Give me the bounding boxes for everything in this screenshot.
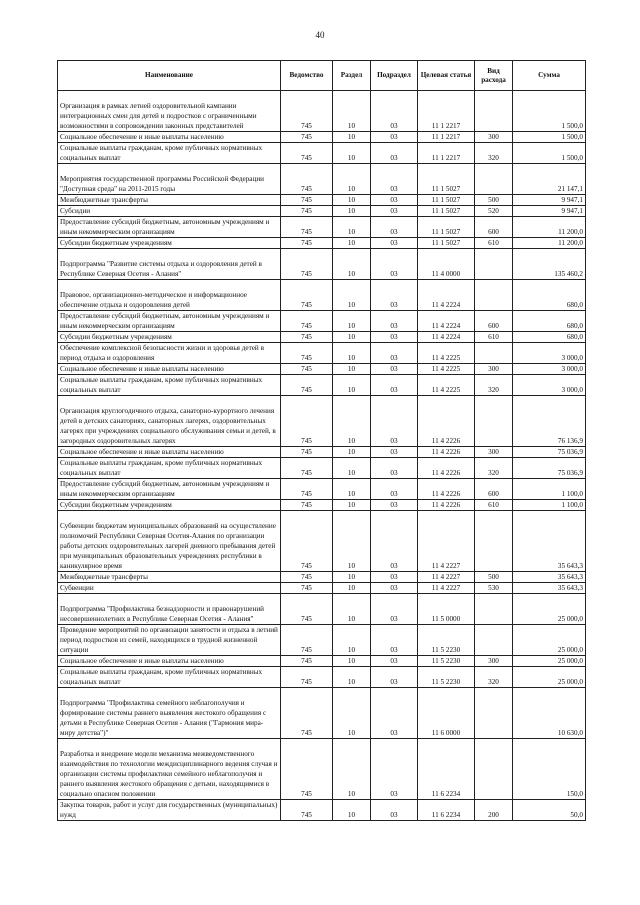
table-row bbox=[58, 280, 586, 311]
row-expense-type-cell bbox=[475, 625, 513, 656]
table-row bbox=[58, 217, 586, 238]
row-name-cell: Социальное обеспечение и иные выплаты населению bbox=[58, 132, 281, 143]
row-expense-type-cell bbox=[475, 164, 513, 195]
table-row bbox=[58, 364, 586, 375]
row-amount-cell: 25 000,0 bbox=[513, 656, 586, 667]
table-row bbox=[58, 739, 586, 800]
row-amount-cell: 25 000,0 bbox=[513, 667, 586, 688]
row-name-cell: Социальные выплаты гражданам, кроме публичных нормативных социальных выплат bbox=[58, 667, 281, 688]
table-row bbox=[58, 572, 586, 583]
row-expense-type-cell: 610 bbox=[475, 238, 513, 249]
row-subsection-cell: 03 bbox=[371, 688, 418, 739]
row-section-cell: 10 bbox=[333, 583, 371, 594]
row-name-cell: Предоставление субсидий бюджетным, автономным учреждениям и иным некоммерческим организациям bbox=[58, 311, 281, 332]
row-subsection-cell: 03 bbox=[371, 511, 418, 572]
row-target-article-cell: 11 4 2227 bbox=[418, 583, 475, 594]
table-row bbox=[58, 206, 586, 217]
table-row bbox=[58, 396, 586, 447]
row-name-cell: Субвенции bbox=[58, 583, 281, 594]
row-section-cell: 10 bbox=[333, 343, 371, 364]
row-target-article-cell: 11 6 2234 bbox=[418, 739, 475, 800]
row-department-cell: 745 bbox=[281, 238, 333, 249]
row-expense-type-cell bbox=[475, 688, 513, 739]
header-section: Раздел bbox=[333, 61, 371, 91]
row-section-cell: 10 bbox=[333, 688, 371, 739]
row-department-cell: 745 bbox=[281, 458, 333, 479]
row-amount-cell: 1 500,0 bbox=[513, 91, 586, 132]
header-row bbox=[58, 61, 586, 91]
row-name-cell: Обеспечение комплексной безопасности жизни и здоровья детей в период отдыха и оздоровления bbox=[58, 343, 281, 364]
row-department-cell: 745 bbox=[281, 447, 333, 458]
row-subsection-cell: 03 bbox=[371, 667, 418, 688]
row-subsection-cell: 03 bbox=[371, 332, 418, 343]
table-row bbox=[58, 656, 586, 667]
row-subsection-cell: 03 bbox=[371, 572, 418, 583]
row-section-cell: 10 bbox=[333, 364, 371, 375]
row-name-cell: Организация в рамках летней оздоровительной кампании интеграционных смен для детей и подростков с ограниченными возможностями в сопровождении законных представителей bbox=[58, 91, 281, 132]
page-number: 40 bbox=[315, 30, 325, 40]
row-amount-cell: 9 947,1 bbox=[513, 206, 586, 217]
table-header bbox=[58, 61, 586, 91]
row-department-cell: 745 bbox=[281, 667, 333, 688]
row-expense-type-cell: 600 bbox=[475, 217, 513, 238]
row-amount-cell: 35 643,3 bbox=[513, 583, 586, 594]
row-section-cell: 10 bbox=[333, 572, 371, 583]
row-amount-cell: 1 100,0 bbox=[513, 500, 586, 511]
row-subsection-cell: 03 bbox=[371, 195, 418, 206]
row-subsection-cell: 03 bbox=[371, 164, 418, 195]
row-amount-cell: 135 460,2 bbox=[513, 249, 586, 280]
row-amount-cell: 150,0 bbox=[513, 739, 586, 800]
row-target-article-cell: 11 6 2234 bbox=[418, 800, 475, 821]
row-expense-type-cell bbox=[475, 739, 513, 800]
row-name-cell: Субсидии бюджетным учреждениям bbox=[58, 500, 281, 511]
row-expense-type-cell bbox=[475, 396, 513, 447]
row-name-cell: Межбюджетные трансферты bbox=[58, 572, 281, 583]
row-target-article-cell: 11 1 2217 bbox=[418, 143, 475, 164]
header-department: Ведомство bbox=[281, 61, 333, 91]
row-name-cell: Субсидии бюджетным учреждениям bbox=[58, 332, 281, 343]
row-name-cell: Субвенции бюджетам муниципальных образований на осуществление полномочий Республики Северная Осетия-Алания по организации работы детских оздоровительных лагерей дневного пребывания детей при муниципальных образовательных учреждениях республики в каникулярное время bbox=[58, 511, 281, 572]
row-name-cell: Подпрограмма "Профилактика безнадзорности и правонарушений несовершеннолетних в Республике Северная Осетия - Алания" bbox=[58, 594, 281, 625]
row-section-cell: 10 bbox=[333, 625, 371, 656]
row-expense-type-cell bbox=[475, 511, 513, 572]
row-amount-cell: 10 630,0 bbox=[513, 688, 586, 739]
table-row bbox=[58, 447, 586, 458]
row-amount-cell: 25 000,0 bbox=[513, 594, 586, 625]
header-amount: Сумма bbox=[513, 61, 586, 91]
row-department-cell: 745 bbox=[281, 311, 333, 332]
table-row bbox=[58, 132, 586, 143]
row-section-cell: 10 bbox=[333, 132, 371, 143]
row-expense-type-cell bbox=[475, 343, 513, 364]
table-row bbox=[58, 164, 586, 195]
row-department-cell: 745 bbox=[281, 583, 333, 594]
row-subsection-cell: 03 bbox=[371, 217, 418, 238]
row-amount-cell: 75 036,9 bbox=[513, 447, 586, 458]
row-subsection-cell: 03 bbox=[371, 206, 418, 217]
row-section-cell: 10 bbox=[333, 206, 371, 217]
row-target-article-cell: 11 4 2226 bbox=[418, 500, 475, 511]
row-subsection-cell: 03 bbox=[371, 343, 418, 364]
row-expense-type-cell: 300 bbox=[475, 656, 513, 667]
row-target-article-cell: 11 5 2230 bbox=[418, 656, 475, 667]
header-expense-type: Вид расхода bbox=[475, 61, 513, 91]
row-name-cell: Закупка товаров, работ и услуг для государственных (муниципальных) нужд bbox=[58, 800, 281, 821]
row-section-cell: 10 bbox=[333, 511, 371, 572]
header-name: Наименование bbox=[58, 61, 281, 91]
row-subsection-cell: 03 bbox=[371, 656, 418, 667]
row-section-cell: 10 bbox=[333, 458, 371, 479]
row-amount-cell: 76 136,9 bbox=[513, 396, 586, 447]
row-section-cell: 10 bbox=[333, 500, 371, 511]
row-section-cell: 10 bbox=[333, 656, 371, 667]
table-row bbox=[58, 238, 586, 249]
row-expense-type-cell: 600 bbox=[475, 479, 513, 500]
row-expense-type-cell: 520 bbox=[475, 206, 513, 217]
row-department-cell: 745 bbox=[281, 739, 333, 800]
row-name-cell: Субсидии бюджетным учреждениям bbox=[58, 238, 281, 249]
row-expense-type-cell: 300 bbox=[475, 364, 513, 375]
row-department-cell: 745 bbox=[281, 332, 333, 343]
row-section-cell: 10 bbox=[333, 143, 371, 164]
row-name-cell: Социальное обеспечение и иные выплаты населению bbox=[58, 447, 281, 458]
table-row bbox=[58, 249, 586, 280]
row-department-cell: 745 bbox=[281, 500, 333, 511]
row-department-cell: 745 bbox=[281, 511, 333, 572]
row-target-article-cell: 11 4 2225 bbox=[418, 364, 475, 375]
row-subsection-cell: 03 bbox=[371, 458, 418, 479]
row-name-cell: Социальные выплаты гражданам, кроме публичных нормативных социальных выплат bbox=[58, 143, 281, 164]
row-expense-type-cell bbox=[475, 91, 513, 132]
table-row bbox=[58, 511, 586, 572]
row-subsection-cell: 03 bbox=[371, 280, 418, 311]
row-target-article-cell: 11 5 0000 bbox=[418, 594, 475, 625]
row-expense-type-cell: 600 bbox=[475, 311, 513, 332]
table-row bbox=[58, 458, 586, 479]
row-subsection-cell: 03 bbox=[371, 249, 418, 280]
row-subsection-cell: 03 bbox=[371, 238, 418, 249]
row-section-cell: 10 bbox=[333, 311, 371, 332]
row-department-cell: 745 bbox=[281, 143, 333, 164]
row-expense-type-cell: 300 bbox=[475, 447, 513, 458]
row-amount-cell: 35 643,3 bbox=[513, 511, 586, 572]
row-amount-cell: 3 000,0 bbox=[513, 375, 586, 396]
row-name-cell: Проведение мероприятий по организации занятости и отдыха в летний период подростков из семей, находящихся в трудной жизненной ситуации bbox=[58, 625, 281, 656]
row-department-cell: 745 bbox=[281, 800, 333, 821]
row-name-cell: Субсидии bbox=[58, 206, 281, 217]
row-section-cell: 10 bbox=[333, 249, 371, 280]
row-department-cell: 745 bbox=[281, 249, 333, 280]
row-department-cell: 745 bbox=[281, 206, 333, 217]
row-amount-cell: 1 500,0 bbox=[513, 143, 586, 164]
row-target-article-cell: 11 4 2224 bbox=[418, 332, 475, 343]
budget-table bbox=[57, 60, 586, 821]
row-target-article-cell: 11 4 2227 bbox=[418, 572, 475, 583]
row-amount-cell: 1 100,0 bbox=[513, 479, 586, 500]
table-row bbox=[58, 91, 586, 132]
row-subsection-cell: 03 bbox=[371, 143, 418, 164]
row-expense-type-cell: 530 bbox=[475, 583, 513, 594]
row-target-article-cell: 11 4 2227 bbox=[418, 511, 475, 572]
row-name-cell: Социальные выплаты гражданам, кроме публичных нормативных социальных выплат bbox=[58, 375, 281, 396]
row-section-cell: 10 bbox=[333, 800, 371, 821]
row-department-cell: 745 bbox=[281, 195, 333, 206]
row-subsection-cell: 03 bbox=[371, 447, 418, 458]
row-target-article-cell: 11 5 2230 bbox=[418, 667, 475, 688]
row-expense-type-cell: 320 bbox=[475, 375, 513, 396]
row-target-article-cell: 11 4 2226 bbox=[418, 458, 475, 479]
row-section-cell: 10 bbox=[333, 479, 371, 500]
row-subsection-cell: 03 bbox=[371, 800, 418, 821]
row-section-cell: 10 bbox=[333, 217, 371, 238]
row-subsection-cell: 03 bbox=[371, 364, 418, 375]
row-section-cell: 10 bbox=[333, 594, 371, 625]
row-target-article-cell: 11 5 2230 bbox=[418, 625, 475, 656]
row-name-cell: Подпрограмма "Развитие системы отдыха и оздоровления детей в Республике Северная Осетия - Алания" bbox=[58, 249, 281, 280]
row-expense-type-cell: 610 bbox=[475, 332, 513, 343]
table-row bbox=[58, 143, 586, 164]
row-target-article-cell: 11 4 2224 bbox=[418, 280, 475, 311]
row-section-cell: 10 bbox=[333, 667, 371, 688]
row-amount-cell: 3 000,0 bbox=[513, 364, 586, 375]
row-amount-cell: 11 200,0 bbox=[513, 217, 586, 238]
row-subsection-cell: 03 bbox=[371, 500, 418, 511]
row-department-cell: 745 bbox=[281, 364, 333, 375]
row-expense-type-cell: 320 bbox=[475, 458, 513, 479]
row-name-cell: Предоставление субсидий бюджетным, автономным учреждениям и иным некоммерческим организациям bbox=[58, 479, 281, 500]
row-target-article-cell: 11 1 5027 bbox=[418, 195, 475, 206]
row-amount-cell: 25 000,0 bbox=[513, 625, 586, 656]
row-target-article-cell: 11 4 0000 bbox=[418, 249, 475, 280]
row-amount-cell: 9 947,1 bbox=[513, 195, 586, 206]
row-department-cell: 745 bbox=[281, 594, 333, 625]
table-row bbox=[58, 667, 586, 688]
row-expense-type-cell: 500 bbox=[475, 195, 513, 206]
row-subsection-cell: 03 bbox=[371, 311, 418, 332]
row-target-article-cell: 11 1 5027 bbox=[418, 206, 475, 217]
table-row bbox=[58, 688, 586, 739]
row-target-article-cell: 11 6 0000 bbox=[418, 688, 475, 739]
row-section-cell: 10 bbox=[333, 375, 371, 396]
row-subsection-cell: 03 bbox=[371, 739, 418, 800]
table-body bbox=[58, 91, 586, 821]
header-subsection: Подраздел bbox=[371, 61, 418, 91]
row-amount-cell: 11 200,0 bbox=[513, 238, 586, 249]
row-department-cell: 745 bbox=[281, 132, 333, 143]
row-subsection-cell: 03 bbox=[371, 479, 418, 500]
row-department-cell: 745 bbox=[281, 217, 333, 238]
row-department-cell: 745 bbox=[281, 164, 333, 195]
row-subsection-cell: 03 bbox=[371, 375, 418, 396]
row-department-cell: 745 bbox=[281, 396, 333, 447]
table-row bbox=[58, 479, 586, 500]
row-expense-type-cell bbox=[475, 249, 513, 280]
row-section-cell: 10 bbox=[333, 447, 371, 458]
row-target-article-cell: 11 1 5027 bbox=[418, 164, 475, 195]
row-name-cell: Социальные выплаты гражданам, кроме публичных нормативных социальных выплат bbox=[58, 458, 281, 479]
row-subsection-cell: 03 bbox=[371, 132, 418, 143]
row-name-cell: Организация круглогодичного отдыха, санаторно-курортного лечения детей в детских санаториях, санаторных лагерях, оздоровительных лагерях при учреждениях социального обслуживания семьи и детей, в загородных оздоровительных лагерях bbox=[58, 396, 281, 447]
table-row bbox=[58, 343, 586, 364]
row-amount-cell: 75 036,9 bbox=[513, 458, 586, 479]
row-department-cell: 745 bbox=[281, 625, 333, 656]
row-amount-cell: 35 643,3 bbox=[513, 572, 586, 583]
row-subsection-cell: 03 bbox=[371, 583, 418, 594]
row-amount-cell: 3 000,0 bbox=[513, 343, 586, 364]
row-name-cell: Предоставление субсидий бюджетным, автономным учреждениям и иным некоммерческим организациям bbox=[58, 217, 281, 238]
row-name-cell: Разработка и внедрение модели механизма межведомственного взаимодействия по технологии междисциплинарного ведения случая и организации системы профилактики семейного неблагополучия и раннего выявления жестокого обращения с детьми, находящимися в социально опасном положении bbox=[58, 739, 281, 800]
row-name-cell: Правовое, организационно-методическое и информационное обеспечение отдыха и оздоровления детей bbox=[58, 280, 281, 311]
row-section-cell: 10 bbox=[333, 195, 371, 206]
row-name-cell: Межбюджетные трансферты bbox=[58, 195, 281, 206]
row-target-article-cell: 11 4 2225 bbox=[418, 343, 475, 364]
row-target-article-cell: 11 4 2226 bbox=[418, 479, 475, 500]
row-target-article-cell: 11 4 2226 bbox=[418, 396, 475, 447]
row-expense-type-cell: 320 bbox=[475, 143, 513, 164]
table-row bbox=[58, 625, 586, 656]
row-name-cell: Социальное обеспечение и иные выплаты населению bbox=[58, 656, 281, 667]
row-department-cell: 745 bbox=[281, 572, 333, 583]
row-name-cell: Подпрограмма "Профилактика семейного неблагополучия и формирование системы раннего выявления жестокого обращения с детьми в Республике Северная Осетия - Алания ("Гармония мира-миру детства")" bbox=[58, 688, 281, 739]
row-amount-cell: 680,0 bbox=[513, 280, 586, 311]
row-section-cell: 10 bbox=[333, 91, 371, 132]
row-target-article-cell: 11 4 2226 bbox=[418, 447, 475, 458]
row-target-article-cell: 11 1 2217 bbox=[418, 132, 475, 143]
row-section-cell: 10 bbox=[333, 739, 371, 800]
row-department-cell: 745 bbox=[281, 656, 333, 667]
row-amount-cell: 680,0 bbox=[513, 332, 586, 343]
row-expense-type-cell: 320 bbox=[475, 667, 513, 688]
row-name-cell: Мероприятия государственной программы Российской Федерации "Доступная среда" на 2011-2015 годы bbox=[58, 164, 281, 195]
row-expense-type-cell bbox=[475, 594, 513, 625]
row-section-cell: 10 bbox=[333, 164, 371, 195]
row-subsection-cell: 03 bbox=[371, 594, 418, 625]
table-row bbox=[58, 332, 586, 343]
table-row bbox=[58, 583, 586, 594]
row-department-cell: 745 bbox=[281, 688, 333, 739]
row-target-article-cell: 11 1 5027 bbox=[418, 217, 475, 238]
row-name-cell: Социальное обеспечение и иные выплаты населению bbox=[58, 364, 281, 375]
table-row bbox=[58, 195, 586, 206]
row-section-cell: 10 bbox=[333, 238, 371, 249]
table-row bbox=[58, 500, 586, 511]
row-amount-cell: 680,0 bbox=[513, 311, 586, 332]
row-section-cell: 10 bbox=[333, 280, 371, 311]
header-target-article: Целевая статья bbox=[418, 61, 475, 91]
table-row bbox=[58, 800, 586, 821]
row-expense-type-cell: 200 bbox=[475, 800, 513, 821]
row-expense-type-cell: 610 bbox=[475, 500, 513, 511]
row-section-cell: 10 bbox=[333, 332, 371, 343]
row-amount-cell: 50,0 bbox=[513, 800, 586, 821]
row-target-article-cell: 11 4 2225 bbox=[418, 375, 475, 396]
row-subsection-cell: 03 bbox=[371, 396, 418, 447]
row-department-cell: 745 bbox=[281, 280, 333, 311]
row-target-article-cell: 11 4 2224 bbox=[418, 311, 475, 332]
row-department-cell: 745 bbox=[281, 343, 333, 364]
row-expense-type-cell bbox=[475, 280, 513, 311]
row-amount-cell: 21 147,1 bbox=[513, 164, 586, 195]
row-section-cell: 10 bbox=[333, 396, 371, 447]
row-department-cell: 745 bbox=[281, 479, 333, 500]
table-row bbox=[58, 375, 586, 396]
row-subsection-cell: 03 bbox=[371, 625, 418, 656]
row-expense-type-cell: 500 bbox=[475, 572, 513, 583]
table-row bbox=[58, 594, 586, 625]
row-subsection-cell: 03 bbox=[371, 91, 418, 132]
row-amount-cell: 1 500,0 bbox=[513, 132, 586, 143]
row-target-article-cell: 11 1 2217 bbox=[418, 91, 475, 132]
row-target-article-cell: 11 1 5027 bbox=[418, 238, 475, 249]
row-department-cell: 745 bbox=[281, 375, 333, 396]
row-department-cell: 745 bbox=[281, 91, 333, 132]
table-row bbox=[58, 311, 586, 332]
row-expense-type-cell: 300 bbox=[475, 132, 513, 143]
